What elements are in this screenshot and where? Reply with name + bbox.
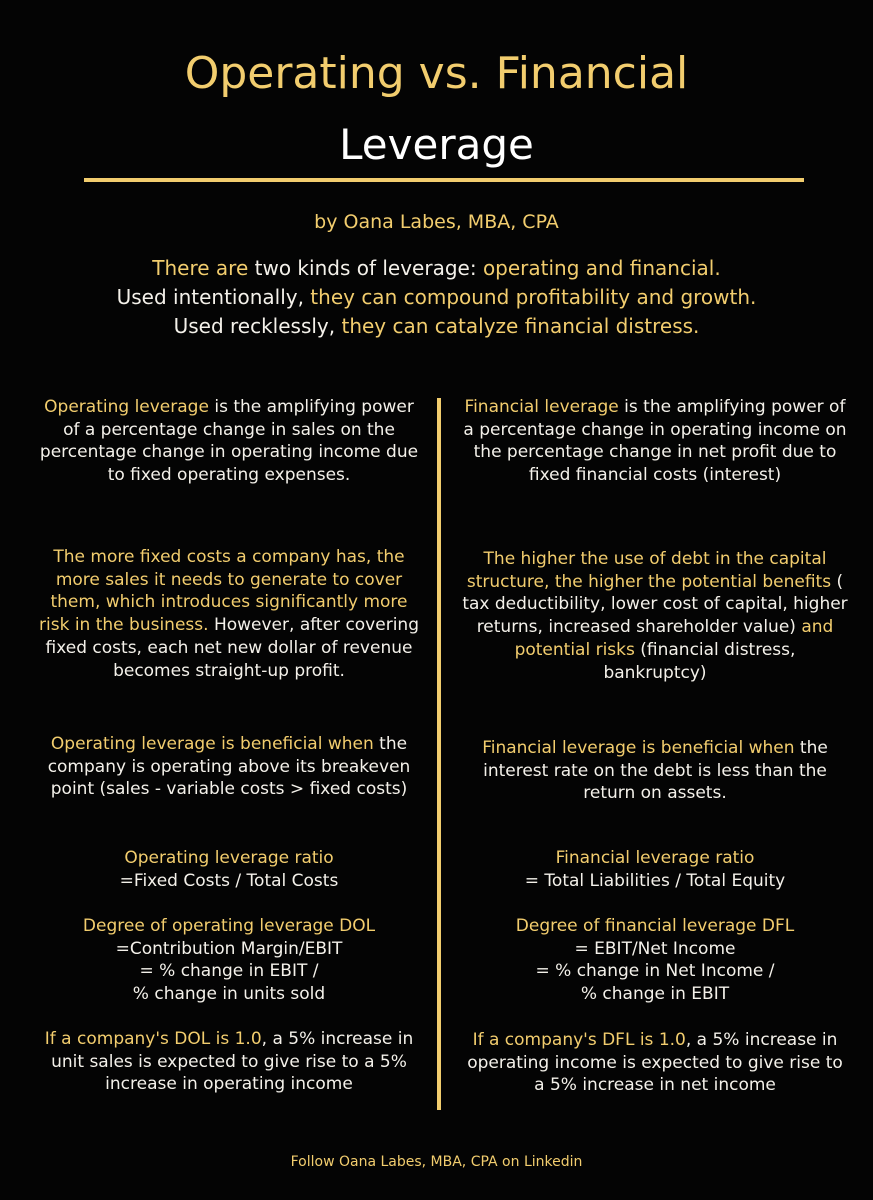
operating-fixed-costs-text: However, after covering fixed costs, each net new dollar of revenue becomes straight-up profit. — [45, 615, 419, 681]
financial-definition — [462, 396, 848, 487]
financial-ratio-label: Financial leverage ratio — [555, 848, 755, 868]
title-line-1: Operating vs. Financial — [184, 48, 689, 99]
financial-risks-lead: and potential risks — [514, 617, 834, 660]
operating-ratio — [36, 847, 422, 892]
operating-beneficial — [36, 733, 422, 801]
title-line-2: Leverage — [339, 120, 534, 169]
column-divider — [437, 398, 441, 1110]
title-underline — [84, 178, 804, 182]
operating-definition-term: Operating leverage — [44, 397, 209, 417]
dol-label: Degree of operating leverage DOL — [82, 916, 376, 936]
financial-definition-term: Financial leverage — [464, 397, 619, 417]
dol-example-lead: If a company's DOL is 1.0 — [44, 1029, 262, 1049]
financial-risks-list: (financial distress, bankruptcy) — [603, 639, 796, 683]
footer-follow-text: Follow Oana Labes, MBA, CPA on Linkedin — [290, 1154, 583, 1170]
operating-definition-text: is the amplifying power of a percentage change in sales on the percentage change in operating income due to fixed operating expenses. — [39, 397, 419, 486]
intro-l2b: they can compound profitability and growth. — [310, 285, 757, 309]
operating-beneficial-text: the company is operating above its breakeven point (sales - variable costs > fixed costs) — [47, 734, 411, 800]
dfl-formula — [462, 915, 848, 1006]
dol-line-4: % change in units sold — [132, 984, 326, 1005]
financial-beneficial-text: the interest rate on the debt is less than the return on assets. — [483, 738, 828, 804]
intro-l3a: Used recklessly, — [173, 314, 336, 338]
dol-example-text: , a 5% increase in unit sales is expected to give rise to a 5% increase in operating income — [51, 1029, 414, 1095]
operating-ratio-formula: =Fixed Costs / Total Costs — [119, 870, 339, 891]
dol-line-2: =Contribution Margin/EBIT — [115, 938, 343, 959]
intro-l1a: There are — [152, 256, 249, 280]
intro-l1c: operating and financial. — [482, 256, 721, 280]
dfl-example-lead: If a company's DFL is 1.0 — [472, 1030, 686, 1050]
operating-definition — [36, 396, 422, 487]
intro-l2a: Used intentionally, — [116, 285, 304, 309]
financial-ratio-formula: = Total Liabilities / Total Equity — [524, 870, 786, 891]
dfl-label: Degree of financial leverage DFL — [515, 916, 795, 936]
intro-line-3 — [0, 312, 873, 341]
dfl-line-2: = EBIT/Net Income — [574, 938, 736, 959]
financial-benefits-list: ( tax deductibility, lower cost of capital, higher returns, increased shareholder value) — [462, 571, 848, 638]
dol-formula — [36, 915, 422, 1006]
operating-fixed-costs-lead: The more fixed costs a company has, the more sales it needs to generate to cover them, which introduces significantly more risk in the business. — [39, 547, 408, 636]
operating-ratio-label: Operating leverage ratio — [124, 848, 334, 868]
financial-debt-use — [462, 548, 848, 684]
dol-example — [36, 1028, 422, 1096]
financial-beneficial-lead: Financial leverage is beneficial when — [482, 738, 795, 758]
dfl-example-text: , a 5% increase in operating income is expected to give rise to a 5% increase in net income — [467, 1030, 843, 1096]
financial-debt-use-lead: The higher the use of debt in the capital structure, the higher the potential benefits — [466, 549, 832, 592]
intro-l1b: two kinds of leverage: — [254, 256, 477, 280]
financial-definition-text: is the amplifying power of a percentage change in operating income on the percentage change in net profit due to fixed financial costs (interest) — [463, 397, 847, 486]
dfl-example — [462, 1029, 848, 1097]
intro-l3b: they can catalyze financial distress. — [341, 314, 700, 338]
dol-line-3: = % change in EBIT / — [139, 961, 319, 982]
intro-line-2 — [0, 283, 873, 312]
intro-line-1 — [0, 254, 873, 283]
dfl-line-4: % change in EBIT — [580, 984, 730, 1005]
operating-beneficial-lead: Operating leverage is beneficial when — [50, 734, 374, 754]
operating-fixed-costs — [36, 546, 422, 682]
financial-beneficial — [462, 737, 848, 805]
financial-ratio — [462, 847, 848, 892]
intro-text — [0, 254, 873, 341]
byline: by Oana Labes, MBA, CPA — [314, 211, 559, 233]
dfl-line-3: = % change in Net Income / — [535, 961, 775, 982]
